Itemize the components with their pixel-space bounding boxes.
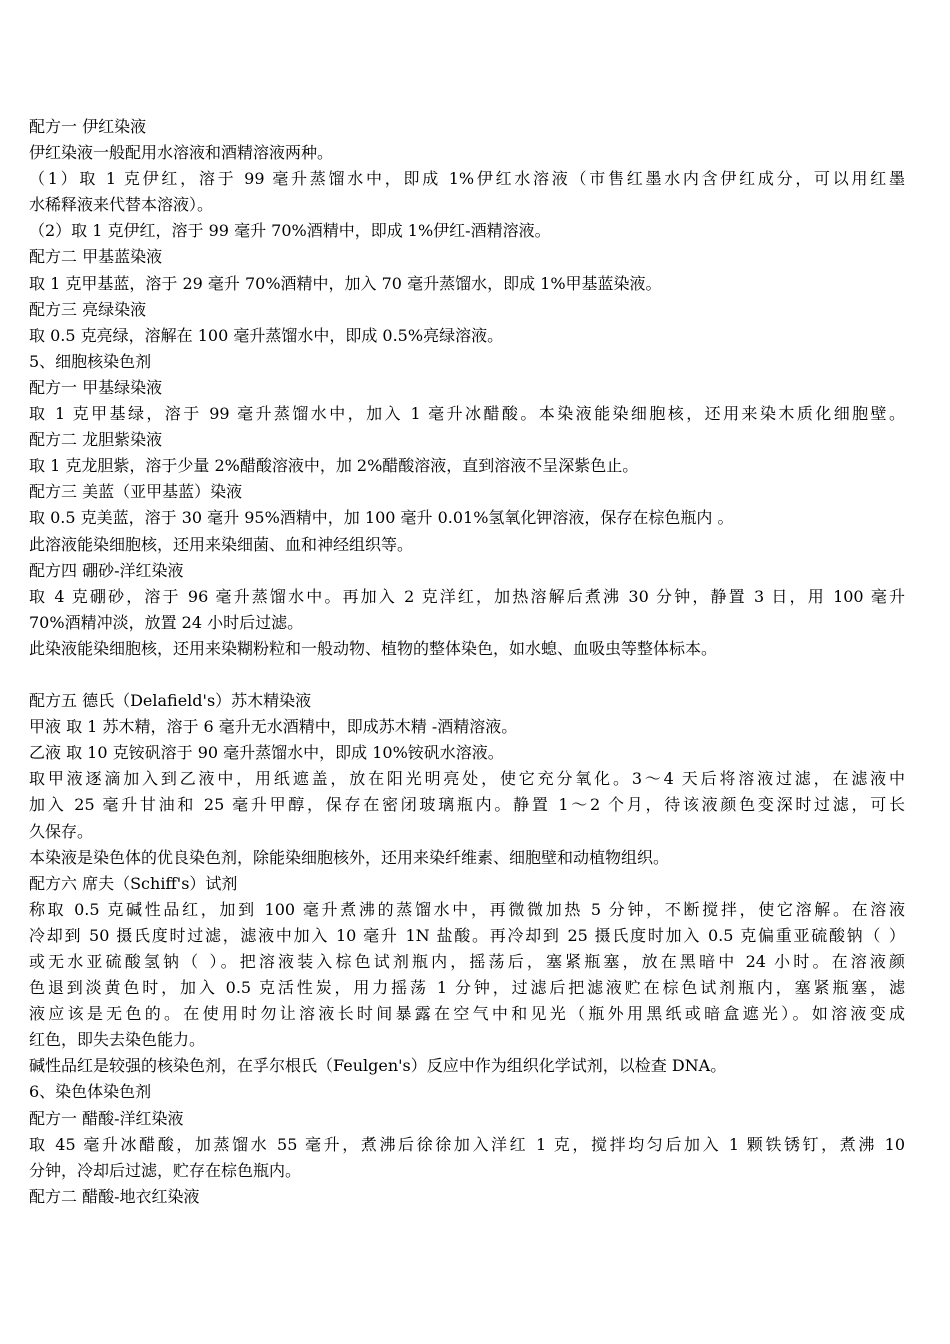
paragraph-line: 取 45 毫升冰醋酸，加蒸馏水 55 毫升，煮沸后徐徐加入洋红 1 克，搅拌均匀后加入 1 颗铁锈钉，煮沸 10 xyxy=(29,1134,905,1154)
paragraph-line: 或无水亚硫酸氢钠（ ）。把溶液装入棕色试剂瓶内，摇荡后，塞紧瓶塞，放在黑暗中 24 小时。在溶液颜 xyxy=(29,952,905,971)
paragraph-line: 此染液能染细胞核，还用来染糊粉粒和一般动物、植物的整体染色，如水螅、血吸虫等整体标本。 xyxy=(29,638,718,658)
paragraph-line: （2）取 1 克伊红，溶于 99 毫升 70%酒精中，即成 1%伊红-酒精溶液。 xyxy=(29,221,551,241)
paragraph-line: 取 0.5 克亮绿，溶解在 100 毫升蒸馏水中，即成 0.5%亮绿溶液。 xyxy=(29,325,504,345)
heading-formula-2-gentian-violet: 配方二 龙胆紫染液 xyxy=(29,430,163,450)
heading-formula-3-light-green: 配方三 亮绿染液 xyxy=(29,299,147,319)
paragraph-line: 碱性品红是较强的核染色剂，在孚尔根氏（Feulgen's）反应中作为组织化学试剂，以检查 DNA。 xyxy=(29,1056,727,1076)
paragraph-line: 伊红染液一般配用水溶液和酒精溶液两种。 xyxy=(29,143,334,163)
heading-formula-2-methyl-blue: 配方二 甲基蓝染液 xyxy=(29,247,163,267)
heading-formula-5-delafield: 配方五 德氏（Delafield's）苏木精染液 xyxy=(29,691,312,711)
paragraph-line: 取 1 克龙胆紫，溶于少量 2%醋酸溶液中，加 2%醋酸溶液，直到溶液不呈深紫色止。 xyxy=(29,456,639,476)
paragraph-line: 取 0.5 克美蓝，溶于 30 毫升 95%酒精中，加 100 毫升 0.01%氢氧化钾溶液，保存在棕色瓶内 。 xyxy=(29,508,734,528)
document-body xyxy=(29,114,905,1210)
paragraph-line: 红色，即失去染色能力。 xyxy=(29,1030,206,1050)
paragraph-line: 取 1 克甲基蓝，溶于 29 毫升 70%酒精中，加入 70 毫升蒸馏水，即成 1%甲基蓝染液。 xyxy=(29,273,662,293)
paragraph-line: 色退到淡黄色时，加入 0.5 克活性炭，用力摇荡 1 分钟，过滤后把滤液贮在棕色试剂瓶内，塞紧瓶塞，滤 xyxy=(29,978,905,998)
paragraph-line: 久保存。 xyxy=(29,821,94,841)
paragraph-line: （1）取 1 克伊红，溶于 99 毫升蒸馏水中，即成 1%伊红水溶液（市售红墨水内含伊红成分，可以用红墨 xyxy=(29,169,905,189)
paragraph-line: 称取 0.5 克碱性品红，加到 100 毫升煮沸的蒸馏水中，再微微加热 5 分钟，不断搅拌，使它溶解。在溶液 xyxy=(29,899,905,919)
heading-formula-1-eosin: 配方一 伊红染液 xyxy=(29,117,147,136)
heading-formula-2-aceto-orcein: 配方二 醋酸-地衣红染液 xyxy=(29,1186,200,1206)
paragraph-line: 本染液是染色体的优良染色剂，除能染细胞核外，还用来染纤维素、细胞壁和动植物组织。 xyxy=(29,847,670,867)
paragraph-line: 乙液 取 10 克铵矾溶于 90 毫升蒸馏水中，即成 10%铵矾水溶液。 xyxy=(29,743,504,763)
paragraph-line: 水稀释液来代替本溶液）。 xyxy=(29,195,214,215)
heading-formula-1-aceto-carmine: 配方一 醋酸-洋红染液 xyxy=(29,1108,184,1128)
paragraph-line: 此溶液能染细胞核，还用来染细菌、血和神经组织等。 xyxy=(29,534,414,554)
heading-formula-3-methylene-blue: 配方三 美蓝（亚甲基蓝）染液 xyxy=(29,482,243,502)
section-heading-nucleus-stains: 5、细胞核染色剂 xyxy=(29,351,152,371)
blank-line xyxy=(29,662,905,688)
paragraph-line: 加入 25 毫升甘油和 25 毫升甲醇，保存在密闭玻璃瓶内。静置 1～2 个月，待该液颜色变深时过滤，可长 xyxy=(29,795,905,815)
paragraph-line: 取 1 克甲基绿，溶于 99 毫升蒸馏水中，加入 1 毫升冰醋酸。本染液能染细胞核，还用来染木质化细胞壁。 xyxy=(29,404,905,424)
heading-formula-6-schiff: 配方六 席夫（Schiff's）试剂 xyxy=(29,873,238,893)
paragraph-line: 甲液 取 1 苏木精，溶于 6 毫升无水酒精中，即成苏木精 -酒精溶液。 xyxy=(29,717,518,737)
paragraph-line: 分钟，冷却后过滤，贮存在棕色瓶内。 xyxy=(29,1160,302,1180)
heading-formula-4-borax-carmine: 配方四 硼砂-洋红染液 xyxy=(29,560,184,580)
section-heading-chromosome-stains: 6、染色体染色剂 xyxy=(29,1082,152,1102)
heading-formula-1-methyl-green: 配方一 甲基绿染液 xyxy=(29,377,163,397)
paragraph-line: 70%酒精冲淡，放置 24 小时后过滤。 xyxy=(29,612,304,632)
paragraph-line: 冷却到 50 摄氏度时过滤，滤液中加入 10 毫升 1N 盐酸。再冷却到 25 摄氏度时加入 0.5 克偏重亚硫酸钠（ ） xyxy=(29,925,905,945)
paragraph-line: 取甲液逐滴加入到乙液中，用纸遮盖，放在阳光明亮处，使它充分氧化。3～4 天后将溶液过滤，在滤液中 xyxy=(29,769,905,789)
paragraph-line: 取 4 克硼砂，溶于 96 毫升蒸馏水中。再加入 2 克洋红，加热溶解后煮沸 30 分钟，静置 3 日，用 100 毫升 xyxy=(29,586,905,606)
paragraph-line: 液应该是无色的。在使用时勿让溶液长时间暴露在空气中和见光（瓶外用黑纸或暗盒遮光）。如溶液变成 xyxy=(29,1004,905,1024)
